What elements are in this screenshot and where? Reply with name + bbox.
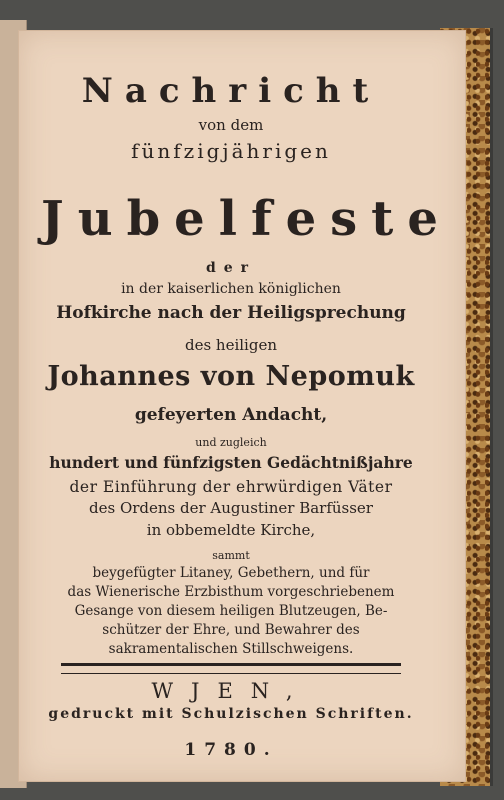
text-des-heiligen: des heiligen [184, 336, 277, 354]
heading-jubelfeste: Jubelfeste [41, 191, 452, 247]
text-und-zugleich: und zugleich [195, 436, 267, 449]
double-rule-divider [61, 663, 401, 674]
imprint-year: 1780. [184, 740, 278, 760]
text-gefeyerten-andacht: gefeyerten Andacht, [134, 405, 328, 425]
heading-nachricht: Nachricht [81, 71, 381, 111]
text-hundert-jahre: hundert und fünfzigsten Gedächtnißjahre [49, 453, 413, 472]
text-von-dem: von dem [198, 116, 264, 134]
title-page-text [41, 31, 452, 781]
text-schuetzer: schützer der Ehre, und Bewahrer des [102, 622, 360, 638]
text-ordens: des Ordens der Augustiner Barfüsser [89, 499, 373, 517]
text-obbemeldte-kirche: in obbemeldte Kirche, [146, 521, 316, 539]
text-beygefuegter: beygefügter Litaney, Gebethern, und für [92, 565, 370, 581]
text-sakramentalischen: sakramentalischen Stillschweigens. [108, 641, 354, 657]
heading-johannes-von-nepomuk: Johannes von Nepomuk [47, 361, 415, 392]
text-fuenfzigjaehrigen: fünfzigjährigen [131, 139, 331, 163]
text-hofkirche: Hofkirche nach der Heiligsprechung [56, 303, 406, 323]
imprint-city: WJEN, [151, 679, 311, 703]
text-sammt: sammt [212, 549, 250, 562]
text-gesange: Gesange von diesem heiligen Blutzeugen, Be- [74, 603, 388, 619]
title-page [18, 30, 466, 782]
text-wienerische: das Wienerische Erzbisthum vorgeschriebenem [67, 584, 395, 600]
text-der: der [205, 260, 257, 276]
text-in-der-kaiserlichen: in der kaiserlichen königlichen [121, 281, 341, 297]
text-einfuehrung: der Einführung der ehrwürdigen Väter [69, 478, 393, 496]
imprint-printer: gedruckt mit Schulzischen Schriften. [48, 706, 414, 722]
